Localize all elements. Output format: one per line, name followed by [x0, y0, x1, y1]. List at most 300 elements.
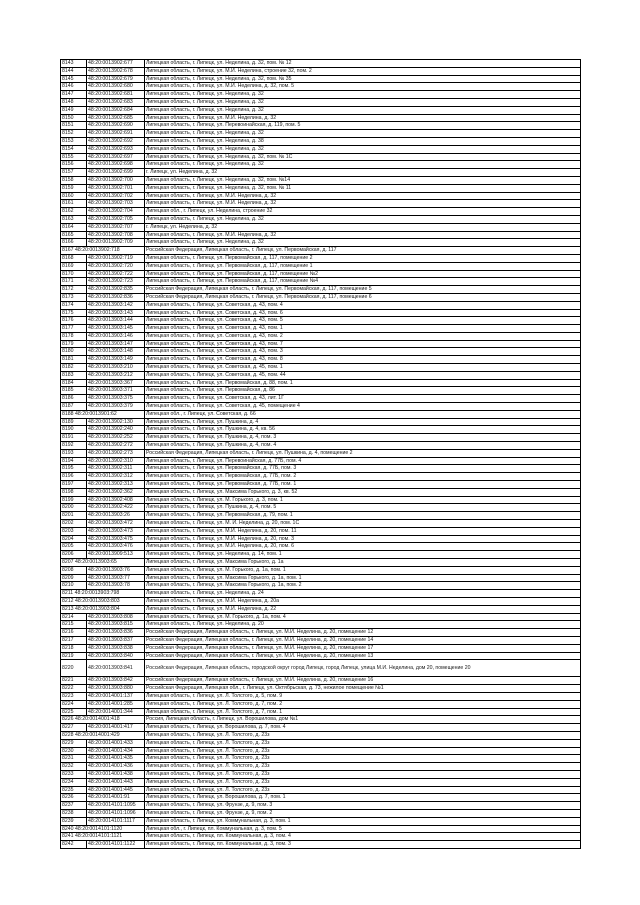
cadastral-number-cell: 48:20:0013902:720	[87, 262, 145, 270]
cadastral-number-cell: 48:20:0014001:435	[87, 755, 145, 763]
row-number-cell: 8182	[61, 364, 87, 372]
address-cell: Липецкая область, г. Липецк, ул. Советская, д. 43, пом. 4	[145, 301, 581, 309]
cadastral-number-cell: 48:20:0013902:273	[87, 449, 145, 457]
row-number-cell: 8169	[61, 262, 87, 270]
address-cell: Липецкая область, г. Липецк, ул. Первомайская, д. 117, помещение 1	[145, 262, 581, 270]
address-cell: Липецкая область, г. Липецк, ул. Л. Толстого, д. 7, пом. 1	[145, 708, 581, 716]
row-number-cell: 8176	[61, 317, 87, 325]
cadastral-number-cell: 48:20:0013903:371	[87, 387, 145, 395]
table-row	[61, 700, 581, 708]
address-cell: Липецкая область, г. Липецк, пл. Коммунальная, д. 3, пом. 4	[145, 833, 581, 841]
table-row	[61, 770, 581, 778]
cadastral-number-cell: 48:20:0013903:26	[87, 512, 145, 520]
cadastral-number-cell: 48:20:0013903:148	[87, 348, 145, 356]
address-cell: Липецкая область, г. Липецк, ул. М.И. Неделина, д. 20, пом. 3	[145, 535, 581, 543]
cadastral-number-cell: 48:20:0013902:699	[87, 169, 145, 177]
table-row	[61, 340, 581, 348]
row-number-cell: 8237	[61, 802, 87, 810]
row-number-cell: 8156	[61, 161, 87, 169]
row-number-cell: 8161	[61, 200, 87, 208]
table-row	[61, 325, 581, 333]
cadastral-number-cell: 48:20:0013903:76	[87, 566, 145, 574]
row-number-cell: 8184	[61, 379, 87, 387]
table-row	[61, 644, 581, 652]
row-number-cell: 8198	[61, 488, 87, 496]
cadastral-number-cell: 48:20:0014001:417	[87, 724, 145, 732]
address-cell: Россия, Липецкая область, г. Липецк, ул. Ворошилова, дом №1	[145, 716, 581, 724]
address-cell: Российская Федерация, Липецкая область, г. Липецк, ул. М.И. Неделина, д. 20, помещение 12	[145, 629, 581, 637]
table-row	[61, 802, 581, 810]
cadastral-number-cell: 48:20:0013902:130	[87, 418, 145, 426]
cadastral-number-cell: 48:20:0013902:723	[87, 278, 145, 286]
address-cell: Липецкая область, г. Липецк, ул. Неделина, д. 32	[145, 91, 581, 99]
cadastral-number-cell: 48:20:0014001:91	[87, 794, 145, 802]
table-row	[61, 739, 581, 747]
table-row	[61, 371, 581, 379]
row-number-cell: 8206	[61, 551, 87, 559]
cadastral-number-cell: 48:20:0013902:698	[87, 161, 145, 169]
cadastral-number-cell: 48:20:0013902:681	[87, 91, 145, 99]
row-number-cell: 8205	[61, 543, 87, 551]
address-cell: Липецкая область, г. Липецк, ул. М.И. Неделина, д. 32	[145, 192, 581, 200]
table-row	[61, 613, 581, 621]
table-row	[61, 590, 581, 598]
table-row	[61, 652, 581, 660]
table-row	[61, 825, 581, 833]
address-cell: Липецкая область, г. Липецк, ул. Фрунзе, д. 9, пом. 2	[145, 809, 581, 817]
table-row	[61, 356, 581, 364]
table-row	[61, 778, 581, 786]
table-row	[61, 434, 581, 442]
address-cell: Липецкая область, г. Липецк, ул. Первомайская, д. 117, помещение №2	[145, 270, 581, 278]
table-row	[61, 512, 581, 520]
row-number-cell: 8165	[61, 231, 87, 239]
address-cell: Липецкая область, г. Липецк, ул. Л. Толстого, д. 5, пом. 9	[145, 692, 581, 700]
row-number-cell: 8225	[61, 708, 87, 716]
table-row	[61, 597, 581, 605]
address-cell: Липецкая область, г. Липецк, ул. Л. Толстого, д. 23з	[145, 739, 581, 747]
row-number-cell: 8154	[61, 145, 87, 153]
table-row	[61, 286, 581, 294]
table-row	[61, 293, 581, 301]
row-number-cell: 8172	[61, 286, 87, 294]
address-cell: Липецкая область, г. Липецк, ул. Л. Толстого, д. 23з	[145, 747, 581, 755]
table-row	[61, 169, 581, 177]
address-cell: Липецкая область, г. Липецк, ул. Л. Толстого, д. 23з	[145, 763, 581, 771]
cadastral-number-cell: 48:20:0013902:692	[87, 137, 145, 145]
table-row	[61, 145, 581, 153]
table-row	[61, 629, 581, 637]
address-cell: Липецкая область, г. Липецк, ул. Первомайская, д. 77Б, пом. 2	[145, 473, 581, 481]
row-number-cell: 8238	[61, 809, 87, 817]
table-row	[61, 794, 581, 802]
address-cell: Российская Федерация, Липецкая область, г. Липецк, ул. Первомайская, д. 117, помещение 5	[145, 286, 581, 294]
table-row	[61, 841, 581, 849]
cadastral-number-cell: 48:20:0013903:143	[87, 309, 145, 317]
table-row	[61, 301, 581, 309]
address-cell: Российская Федерация, Липецкая обл., г. Липецк, ул. Октябрьская, д. 73, нежилое помещение №1	[145, 685, 581, 693]
table-row	[61, 543, 581, 551]
cadastral-number-cell: 48:20:0013903:147	[87, 340, 145, 348]
row-number-cell: 8217	[61, 636, 87, 644]
table-row	[61, 465, 581, 473]
cadastral-number-cell: 48:20:0013902:310	[87, 457, 145, 465]
row-number-cell: 8150	[61, 114, 87, 122]
address-cell: Липецкая область, г. Липецк, ул. Коммунальная, д. 3, пом. 1	[145, 817, 581, 825]
address-cell: Липецкая область, г. Липецк, пл. Коммунальная, д. 3, пом. 3	[145, 841, 581, 849]
table-row	[61, 660, 581, 677]
cadastral-number-cell: 48:20:0013903:840	[87, 652, 145, 660]
address-cell: Липецкая область, г. Липецк, ул. Неделина, д. 14, пом. 1	[145, 551, 581, 559]
table-row	[61, 677, 581, 685]
table-row	[61, 817, 581, 825]
address-cell: Российская Федерация, Липецкая область, г. Липецк, ул. М.И. Неделина, д. 20, помещение 14	[145, 636, 581, 644]
table-row	[61, 574, 581, 582]
cadastral-number-cell: 48:20:0013903:77	[87, 574, 145, 582]
table-row	[61, 403, 581, 411]
table-row	[61, 379, 581, 387]
table-row	[61, 473, 581, 481]
cadastral-number-cell: 48:20:0013902:680	[87, 83, 145, 91]
register-table	[60, 59, 581, 849]
cadastral-number-cell: 48:20:0013903:367	[87, 379, 145, 387]
cadastral-number-cell: 48:20:0014001:445	[87, 786, 145, 794]
row-number-cell: 8201	[61, 512, 87, 520]
address-cell: Липецкая область, г. Липецк, ул. Максима Горького, д. 1а, пом. 1	[145, 574, 581, 582]
cadastral-number-cell: 48:20:0013903:880	[87, 685, 145, 693]
row-number-cell: 8235	[61, 786, 87, 794]
row-number-cell: 8183	[61, 371, 87, 379]
row-number-and-cadastral-cell: 8211 48:20:0013903:798	[61, 590, 145, 598]
table-row	[61, 496, 581, 504]
row-number-cell: 8209	[61, 574, 87, 582]
table-row	[61, 184, 581, 192]
address-cell: Липецкая область, г. Липецк, ул. М.И. Неделина, д. 20, пом. 11	[145, 527, 581, 535]
row-number-cell: 8166	[61, 239, 87, 247]
table-row	[61, 520, 581, 528]
cadastral-number-cell: 48:20:0013902:422	[87, 504, 145, 512]
table-row	[61, 449, 581, 457]
table-row	[61, 755, 581, 763]
row-number-and-cadastral-cell: 8240 48:20:0014101:1120	[61, 825, 145, 833]
table-row	[61, 605, 581, 613]
cadastral-number-cell: 48:20:0013903:142	[87, 301, 145, 309]
row-number-cell: 8155	[61, 153, 87, 161]
cadastral-number-cell: 48:20:0013902:705	[87, 215, 145, 223]
cadastral-number-cell: 48:20:0013903:476	[87, 543, 145, 551]
row-number-cell: 8187	[61, 403, 87, 411]
cadastral-number-cell: 48:20:0013902:684	[87, 106, 145, 114]
cadastral-number-cell: 48:20:0014001:433	[87, 739, 145, 747]
address-cell: Липецкая область, г. Липецк, ул. Первомайская, д. 88, пом. 1	[145, 379, 581, 387]
row-number-cell: 8146	[61, 83, 87, 91]
table-row	[61, 716, 581, 724]
address-cell: Липецкая область, г. Липецк, ул. Пушкина, д. 4, пом. 3	[145, 434, 581, 442]
row-number-and-cadastral-cell: 8212 48:20:0013903:803	[61, 597, 145, 605]
table-row	[61, 833, 581, 841]
address-cell: Липецкая область, г. Липецк, ул. Советская, д. 43, пом. 3	[145, 348, 581, 356]
address-cell: Липецкая область, г. Липецк, ул. Неделина, д. 32, пом. № 11	[145, 184, 581, 192]
address-cell: Липецкая область, г. Липецк, ул. М.И. Неделина, д. 32	[145, 200, 581, 208]
table-row	[61, 395, 581, 403]
row-number-cell: 8143	[61, 60, 87, 68]
address-cell: Российская Федерация, Липецкая область, г. Липецк, ул. Пушкина, д. 4, помещение 2	[145, 449, 581, 457]
table-row	[61, 67, 581, 75]
address-cell: Липецкая область, г. Липецк, ул. М.И. Неделина, д. 20а	[145, 597, 581, 605]
cadastral-number-cell: 48:20:0013902:679	[87, 75, 145, 83]
address-cell: Российская Федерация, Липецкая область, г. Липецк, ул. М.И. Неделина, д. 20, помещение 13	[145, 652, 581, 660]
table-row	[61, 270, 581, 278]
register-table-body	[61, 60, 581, 849]
cadastral-number-cell: 48:20:0013902:697	[87, 153, 145, 161]
address-cell: Липецкая область, г. Липецк, ул. Советская, д. 43, пом. 5	[145, 317, 581, 325]
table-row	[61, 91, 581, 99]
cadastral-number-cell: 48:20:0013903:475	[87, 535, 145, 543]
address-cell: Липецкая область, г. Липецк, ул. Первомайская, д. 77Б, пом. 3	[145, 465, 581, 473]
address-cell: Липецкая область, г. Липецк, ул. Первомайская, д. 86	[145, 387, 581, 395]
cadastral-number-cell: 48:20:0013902:312	[87, 473, 145, 481]
address-cell: Липецкая область, г. Липецк, ул. Пушкина, д. 4, пом. 5	[145, 504, 581, 512]
address-cell: Липецкая область, г. Липецк, ул. Советская, д. 43, пом. 1	[145, 325, 581, 333]
row-number-cell: 8173	[61, 293, 87, 301]
table-row	[61, 763, 581, 771]
table-row	[61, 192, 581, 200]
address-cell: Липецкая область, г. Липецк, ул. Фрунзе, д. 9, пом. 3	[145, 802, 581, 810]
row-number-cell: 8144	[61, 67, 87, 75]
cadastral-number-cell: 48:20:0013903:145	[87, 325, 145, 333]
address-cell: Российская Федерация, Липецкая область, г. Липецк, ул. М.И. Неделина, д. 20, помещение 17	[145, 644, 581, 652]
table-row	[61, 621, 581, 629]
address-cell: Липецкая область, г. Липецк, ул. Первомайская, д. 79, пом. 1	[145, 512, 581, 520]
table-row	[61, 176, 581, 184]
cadastral-number-cell: 48:20:0013902:272	[87, 442, 145, 450]
row-number-cell: 8171	[61, 278, 87, 286]
row-number-cell: 8158	[61, 176, 87, 184]
address-cell: Российская Федерация, Липецкая область, городской округ город Липецк, город Липецк, улица М.И. Неделина, дом 20, помещение 20	[145, 660, 581, 677]
cadastral-number-cell: 48:20:0013902:704	[87, 208, 145, 216]
cadastral-number-cell: 48:20:0014001:436	[87, 763, 145, 771]
row-number-cell: 8219	[61, 652, 87, 660]
address-cell: Липецкая область, г. Липецк, ул. Неделина, д. 32	[145, 106, 581, 114]
row-number-cell: 8197	[61, 481, 87, 489]
row-number-cell: 8179	[61, 340, 87, 348]
table-row	[61, 387, 581, 395]
table-row	[61, 332, 581, 340]
address-cell: Липецкая область, г. Липецк, ул. М. Горького, д. 1а, пом. 4	[145, 613, 581, 621]
row-number-cell: 8191	[61, 434, 87, 442]
table-row	[61, 418, 581, 426]
address-cell: Липецкая область, г. Липецк, ул. Перевоинайская, д. 119, пом. 5	[145, 122, 581, 130]
address-cell: Липецкая область, г. Липецк, ул. Неделина, д. 32	[145, 98, 581, 106]
row-number-and-cadastral-cell: 8241 48:20:0014101:1121	[61, 833, 145, 841]
row-number-cell: 8192	[61, 442, 87, 450]
row-number-cell: 8174	[61, 301, 87, 309]
address-cell: Липецкая область, г. Липецк, ул. Максима Горького, д. 3, кв. 52	[145, 488, 581, 496]
address-cell: Липецкая область, г. Липецк, ул. Ворошилова, д. 7, пом. 1	[145, 794, 581, 802]
register-table-sheet	[60, 59, 580, 849]
cadastral-number-cell: 48:20:0013902:677	[87, 60, 145, 68]
cadastral-number-cell: 48:20:0013903:375	[87, 395, 145, 403]
cadastral-number-cell: 48:20:0014101:1117	[87, 817, 145, 825]
row-number-cell: 8215	[61, 621, 87, 629]
cadastral-number-cell: 48:20:0013902:362	[87, 488, 145, 496]
row-number-cell: 8216	[61, 629, 87, 637]
table-row	[61, 317, 581, 325]
row-number-cell: 8151	[61, 122, 87, 130]
address-cell: Липецкая область, г. Липецк, ул. Пушкина, д. 4, пом. 4	[145, 442, 581, 450]
table-row	[61, 442, 581, 450]
table-row	[61, 551, 581, 559]
row-number-cell: 8214	[61, 613, 87, 621]
table-row	[61, 114, 581, 122]
row-number-cell: 8178	[61, 332, 87, 340]
row-number-cell: 8218	[61, 644, 87, 652]
cadastral-number-cell: 48:20:0014001:344	[87, 708, 145, 716]
table-row	[61, 247, 581, 255]
cadastral-number-cell: 48:20:0013902:683	[87, 98, 145, 106]
row-number-cell: 8223	[61, 692, 87, 700]
table-row	[61, 685, 581, 693]
address-cell: Липецкая область, г. Липецк, ул. Советская, д. 43, пом. 7	[145, 340, 581, 348]
row-number-cell: 8224	[61, 700, 87, 708]
row-number-cell: 8208	[61, 566, 87, 574]
address-cell: Липецкая область, г. Липецк, ул. Советская, д. 43, пом. 8	[145, 356, 581, 364]
table-row	[61, 636, 581, 644]
address-cell: Липецкая область, г. Липецк, ул. М. Горького, д. 3, пом. 1	[145, 496, 581, 504]
address-cell: Липецкая область, г. Липецк, ул. Советская, д. 45, помещение 4	[145, 403, 581, 411]
address-cell: Липецкая область, г. Липецк, ул. Первомайская, д. 77Б, пом. 1	[145, 481, 581, 489]
row-number-and-cadastral-cell: 8226 48:20:0014001:418	[61, 716, 145, 724]
address-cell: Российская Федерация, Липецкая область, г. Липецк, ул. М.И. Неделина, д. 20, помещение 16	[145, 677, 581, 685]
cadastral-number-cell: 48:20:0013902:691	[87, 130, 145, 138]
address-cell: Липецкая область, г. Липецк, ул. Перевоинайская, д. 77Б, пом. 4	[145, 457, 581, 465]
address-cell: Липецкая область, г. Липецк, ул. М.И. Неделина, д. 22	[145, 605, 581, 613]
table-row	[61, 504, 581, 512]
table-row	[61, 161, 581, 169]
row-number-cell: 8227	[61, 724, 87, 732]
cadastral-number-cell: 48:20:0013902:703	[87, 200, 145, 208]
address-cell: Липецкая область, г. Липецк, ул. М. И. Неделина, д. 20, пом. 1С	[145, 520, 581, 528]
cadastral-number-cell: 48:20:0013902:240	[87, 426, 145, 434]
row-number-cell: 8194	[61, 457, 87, 465]
row-number-and-cadastral-cell: 8167 48:20:0013902:718	[61, 247, 145, 255]
cadastral-number-cell: 48:20:0013902:693	[87, 145, 145, 153]
table-row	[61, 692, 581, 700]
table-row	[61, 137, 581, 145]
row-number-cell: 8231	[61, 755, 87, 763]
table-row	[61, 215, 581, 223]
row-number-cell: 8202	[61, 520, 87, 528]
cadastral-number-cell: 48:20:0013903:841	[87, 660, 145, 677]
row-number-cell: 8160	[61, 192, 87, 200]
row-number-cell: 8157	[61, 169, 87, 177]
address-cell: Липецкая область, г. Липецк, ул. Советская, д. 45, пом. 44	[145, 371, 581, 379]
row-number-cell: 8159	[61, 184, 87, 192]
address-cell: Липецкая обл., г. Липецк, ул. Неделина, строение 32	[145, 208, 581, 216]
row-number-and-cadastral-cell: 8207 48:20:0013903:65	[61, 559, 145, 567]
row-number-cell: 8220	[61, 660, 87, 677]
row-number-cell: 8232	[61, 763, 87, 771]
address-cell: Липецкая область, г. Липецк, ул. Ворошилова, д. 7, пом. 4	[145, 724, 581, 732]
cadastral-number-cell: 48:20:0014001:137	[87, 692, 145, 700]
cadastral-number-cell: 48:20:0014101:1096	[87, 809, 145, 817]
table-row	[61, 786, 581, 794]
row-number-cell: 8195	[61, 465, 87, 473]
table-row	[61, 708, 581, 716]
address-cell: Липецкая область, г. Липецк, ул. Советская, д. 43, пом. 2	[145, 332, 581, 340]
cadastral-number-cell: 48:20:0013902:702	[87, 192, 145, 200]
address-cell: Липецкая область, г. Липецк, ул. Неделина, д. 32, пом. № 12	[145, 60, 581, 68]
cadastral-number-cell: 48:20:0013903:837	[87, 636, 145, 644]
row-number-cell: 8177	[61, 325, 87, 333]
cadastral-number-cell: 48:20:0013903:838	[87, 644, 145, 652]
address-cell: Липецкая область, г. Липецк, ул. Л. Толстого, д. 23з	[145, 786, 581, 794]
cadastral-number-cell: 48:20:0013902:719	[87, 254, 145, 262]
table-row	[61, 200, 581, 208]
address-cell: Липецкая область, г. Липецк, ул. Неделина, д. 32	[145, 215, 581, 223]
cadastral-number-cell: 48:20:0013903:842	[87, 677, 145, 685]
row-number-cell: 8164	[61, 223, 87, 231]
cadastral-number-cell: 48:20:0013902:835	[87, 286, 145, 294]
table-row	[61, 231, 581, 239]
table-row	[61, 106, 581, 114]
address-cell: Липецкая область, г. Липецк, ул. Л. Толстого, д. 23з	[145, 770, 581, 778]
row-number-and-cadastral-cell: 8213 48:20:0013903:804	[61, 605, 145, 613]
cadastral-number-cell: 48:20:0013903:210	[87, 364, 145, 372]
address-cell: Липецкая область, г. Липецк, ул. М.И. Неделина, д. 32	[145, 114, 581, 122]
cadastral-number-cell: 48:20:0013902:313	[87, 481, 145, 489]
address-cell: г. Липецк, ул. Неделина, д. 32	[145, 223, 581, 231]
address-cell: Липецкая область, г. Липецк, ул. Неделина, д. 20	[145, 621, 581, 629]
table-row	[61, 75, 581, 83]
cadastral-number-cell: 48:20:0013902:708	[87, 231, 145, 239]
table-row	[61, 364, 581, 372]
row-number-and-cadastral-cell: 8188 48:20:0013901:62	[61, 410, 145, 418]
table-row	[61, 724, 581, 732]
address-cell: Липецкая область, г. Липецк, ул. Первомайская, д. 117, помещение №4	[145, 278, 581, 286]
row-number-and-cadastral-cell: 8228 48:20:0014001:429	[61, 731, 145, 739]
cadastral-number-cell: 48:20:0014101:1095	[87, 802, 145, 810]
table-row	[61, 153, 581, 161]
table-row	[61, 809, 581, 817]
row-number-cell: 8236	[61, 794, 87, 802]
cadastral-number-cell: 48:20:0013902:690	[87, 122, 145, 130]
cadastral-number-cell: 48:20:0014001:438	[87, 770, 145, 778]
row-number-cell: 8145	[61, 75, 87, 83]
cadastral-number-cell: 48:20:0013903:815	[87, 621, 145, 629]
address-cell: Липецкая область, г. Липецк, ул. Пушкина, д. 4, кв. 56	[145, 426, 581, 434]
address-cell: Липецкая область, г. Липецк, ул. Неделина, д. 38	[145, 137, 581, 145]
row-number-cell: 8162	[61, 208, 87, 216]
row-number-cell: 8204	[61, 535, 87, 543]
table-row	[61, 60, 581, 68]
address-cell: Липецкая область, г. Липецк, ул. М. Горького, д. 1а, пом. 1	[145, 566, 581, 574]
table-row	[61, 582, 581, 590]
row-number-cell: 8186	[61, 395, 87, 403]
cadastral-number-cell: 48:20:0013903:379	[87, 403, 145, 411]
address-cell: Липецкая область, г. Липецк, ул. Неделина, д. 32, пом. №14	[145, 176, 581, 184]
row-number-cell: 8203	[61, 527, 87, 535]
row-number-cell: 8147	[61, 91, 87, 99]
row-number-cell: 8149	[61, 106, 87, 114]
address-cell: г. Липецк, ул. Неделина, д. 32	[145, 169, 581, 177]
table-row	[61, 457, 581, 465]
row-number-cell: 8190	[61, 426, 87, 434]
row-number-cell: 8152	[61, 130, 87, 138]
address-cell: Липецкая область, г. Липецк, ул. Л. Толстого, д. 23з	[145, 755, 581, 763]
address-cell: Липецкая обл., г. Липецк, ул. Советская, д. 66	[145, 410, 581, 418]
row-number-cell: 8180	[61, 348, 87, 356]
